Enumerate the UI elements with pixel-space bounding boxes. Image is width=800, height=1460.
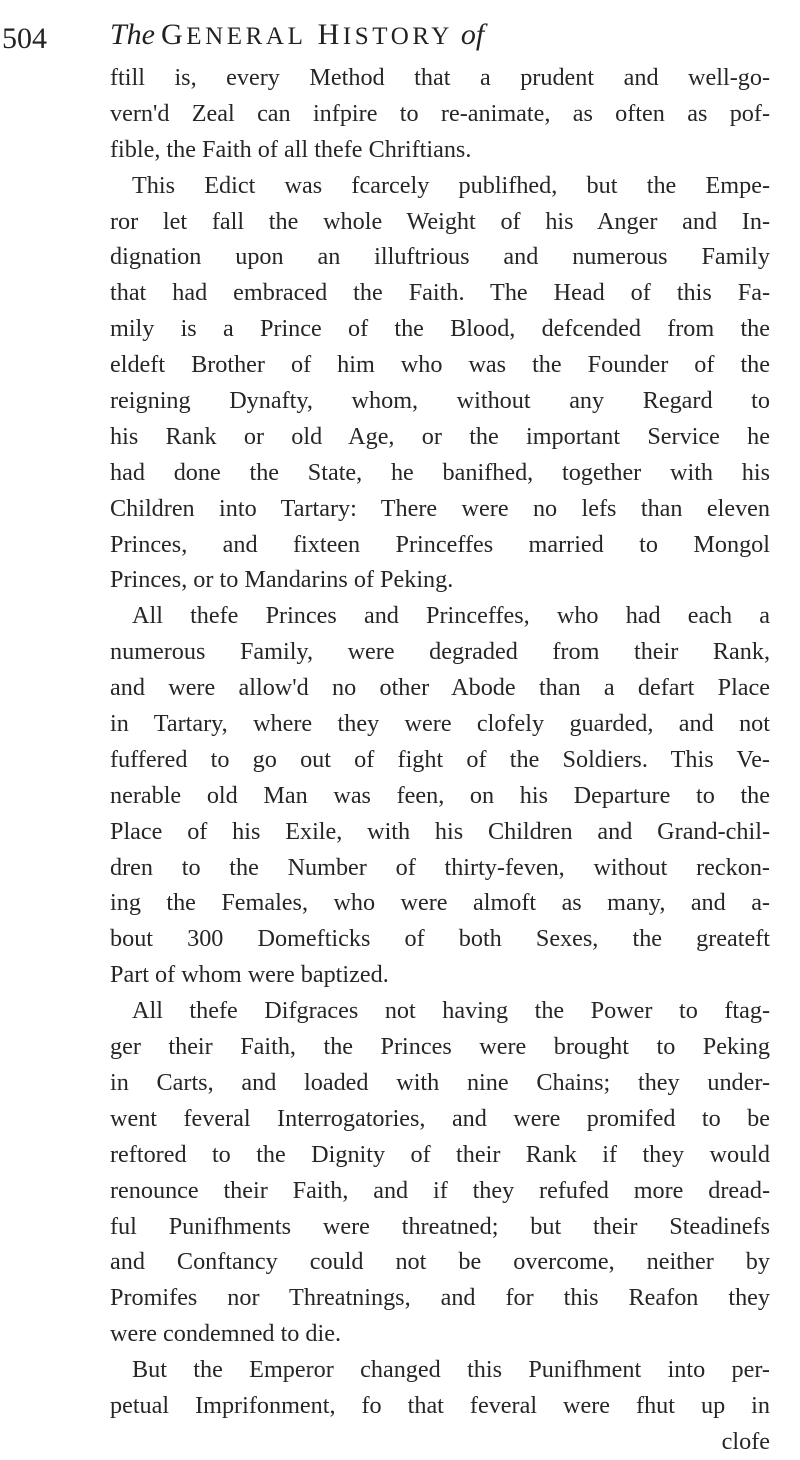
- text-line: in Tartary, where they were clofely guarded, and not: [110, 710, 770, 738]
- text-line: All thefe Princes and Princeffes, who had each a: [132, 602, 770, 630]
- title-h: H: [317, 18, 343, 51]
- text-line: Children into Tartary: There were no lefs than eleven: [110, 494, 770, 522]
- text-line: reftored to the Dignity of their Rank if they would: [110, 1140, 770, 1168]
- text-line: All thefe Difgraces not having the Power to ftag-: [132, 997, 770, 1025]
- text-line: petual Imprifonment, fo that feveral were fhut up in: [110, 1391, 770, 1419]
- text-line: ful Punifhments were threatned; but their Steadinefs: [110, 1212, 770, 1240]
- text-line: Place of his Exile, with his Children and Grand-chil-: [110, 817, 770, 845]
- text-line: Part of whom were baptized.: [110, 961, 389, 989]
- text-line: ger their Faith, the Princes were brought to Peking: [110, 1033, 770, 1061]
- text-line: renounce their Faith, and if they refufed more dread-: [110, 1176, 770, 1204]
- text-line: numerous Family, were degraded from their Rank,: [110, 638, 770, 666]
- text-line: dignation upon an illuftrious and numerous Family: [110, 243, 770, 271]
- text-line: vern'd Zeal can infpire to re-animate, as often as pof-: [110, 99, 770, 127]
- text-line: mily is a Prince of the Blood, defcended from the: [110, 315, 770, 343]
- text-line: had done the State, he banifhed, together with his: [110, 458, 770, 486]
- running-head: [0, 14, 800, 58]
- text-line: eldeft Brother of him who was the Founder of the: [110, 351, 770, 379]
- page-number: 504: [2, 22, 47, 55]
- title-g: G: [161, 18, 187, 51]
- catchword: clofe: [721, 1427, 770, 1455]
- text-line: Princes, and fixteen Princeffes married to Mongol: [110, 530, 770, 558]
- title-istory: ISTORY: [342, 23, 453, 50]
- text-line: and were allow'd no other Abode than a defart Place: [110, 674, 770, 702]
- text-line: fuffered to go out of fight of the Soldiers. This Ve-: [110, 745, 770, 773]
- running-title: [110, 18, 484, 52]
- text-line: in Carts, and loaded with nine Chains; they under-: [110, 1068, 770, 1096]
- text-line: But the Emperor changed this Punifhment into per-: [132, 1356, 770, 1384]
- title-of: of: [460, 18, 485, 51]
- text-line: and Conftancy could not be overcome, neither by: [110, 1248, 770, 1276]
- text-line: reigning Dynafty, whom, without any Regard to: [110, 387, 770, 415]
- text-line: bout 300 Domefticks of both Sexes, the greateft: [110, 925, 770, 953]
- text-line: Promifes nor Threatnings, and for this Reafon they: [110, 1284, 770, 1312]
- text-line: dren to the Number of thirty-feven, without reckon-: [110, 853, 770, 881]
- text-line: that had embraced the Faith. The Head of this Fa-: [110, 279, 770, 307]
- title-the: The: [110, 18, 155, 51]
- title-eneral: ENERAL: [186, 23, 307, 50]
- text-line: ftill is, every Method that a prudent and well-go-: [110, 64, 770, 91]
- body-text: [110, 60, 770, 1460]
- text-line: ror let fall the whole Weight of his Anger and In-: [110, 207, 770, 235]
- text-line: fible, the Faith of all thefe Chriftians.: [110, 135, 472, 163]
- text-line: ing the Females, who were almoft as many, and a-: [110, 889, 770, 917]
- text-line: went feveral Interrogatories, and were promifed to be: [110, 1104, 770, 1132]
- text-line: were condemned to die.: [110, 1320, 342, 1348]
- text-line: This Edict was fcarcely publifhed, but the Empe-: [132, 171, 770, 199]
- text-line: nerable old Man was feen, on his Departure to the: [110, 781, 770, 809]
- text-line: Princes, or to Mandarins of Peking.: [110, 566, 454, 594]
- text-line: his Rank or old Age, or the important Service he: [110, 422, 770, 450]
